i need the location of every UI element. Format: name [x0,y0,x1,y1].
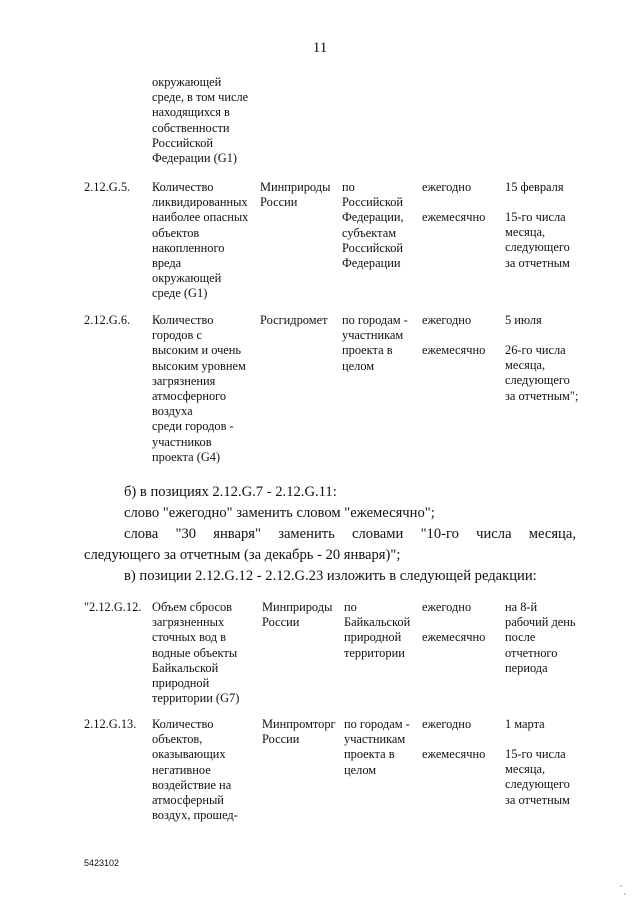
row-frequency-1: ежегодно [422,717,472,731]
row-indicator: Количество ликвидированных наиболее опасных объектов накопленного вреда окружающей среде (G1) [152,180,249,301]
row-frequency-2: ежемесячно [422,747,486,761]
document-code: 5423102 [84,858,120,868]
row-date-2: 15-го числа месяца, следующего за отчетным [505,210,570,270]
row-scope: по Российской Федерации, субъектам Российской Федерации [342,180,404,271]
row-frequency-1: ежегодно [422,313,472,327]
row-date-1: 15 февраля [505,180,564,194]
scan-speck [624,893,626,895]
row-frequency-1: ежегодно [422,180,472,194]
row-date-1: 1 марта [505,717,545,731]
row-code: 2.12.G.5. [84,180,131,194]
row-indicator: Количество объектов, оказывающих негативное воздействие на атмосферный воздух, прошед- [152,717,238,823]
paragraph-b-line3: следующего за отчетным (за декабрь - 20 января)"; [84,547,401,563]
row-agency: Минприроды России [260,180,331,210]
scan-speck [620,885,622,887]
row-indicator: Объем сбросов загрязненных сточных вод в водные объекты Байкальской природной территории (G7) [152,600,240,706]
paragraph-v-heading: в) позиции 2.12.G.12 - 2.12.G.23 изложить в следующей редакции: [124,568,537,584]
table1-continuation-indicator: окружающей среде, в том числе находящихся в собственности Российской Федерации (G1) [152,75,249,166]
row-date-1: на 8-й рабочий день после отчетного периода [505,600,576,675]
paragraph-b-heading: б) в позициях 2.12.G.7 - 2.12.G.11: [124,484,337,500]
row-agency: Минприроды России [262,600,333,630]
row-code: 2.12.G.13. [84,717,137,731]
row-date-1: 5 июля [505,313,542,327]
row-frequency-2: ежемесячно [422,630,486,644]
row-frequency-2: ежемесячно [422,343,486,357]
paragraph-b-line2: слова "30 января" заменить словами "10-го числа месяца, [124,526,576,542]
row-code: "2.12.G.12. [84,600,142,614]
row-frequency-1: ежегодно [422,600,472,614]
row-agency: Росгидромет [260,313,328,327]
row-agency: Минпромторг России [262,717,336,747]
row-scope: по городам - участникам проекта в целом [344,717,410,777]
row-scope: по Байкальской природной территории [344,600,411,660]
page-number: 11 [312,40,328,56]
paragraph-b-line1: слово "ежегодно" заменить словом "ежемесячно"; [124,505,435,521]
row-scope: по городам - участникам проекта в целом [342,313,408,373]
row-code: 2.12.G.6. [84,313,131,327]
row-date-2: 15-го числа месяца, следующего за отчетным [505,747,570,807]
row-frequency-2: ежемесячно [422,210,486,224]
row-indicator: Количество городов с высоким и очень высоким уровнем загрязнения атмосферного воздуха среди городов - участников проекта (G4) [152,313,246,464]
row-date-2: 26-го числа месяца, следующего за отчетным"; [505,343,579,403]
